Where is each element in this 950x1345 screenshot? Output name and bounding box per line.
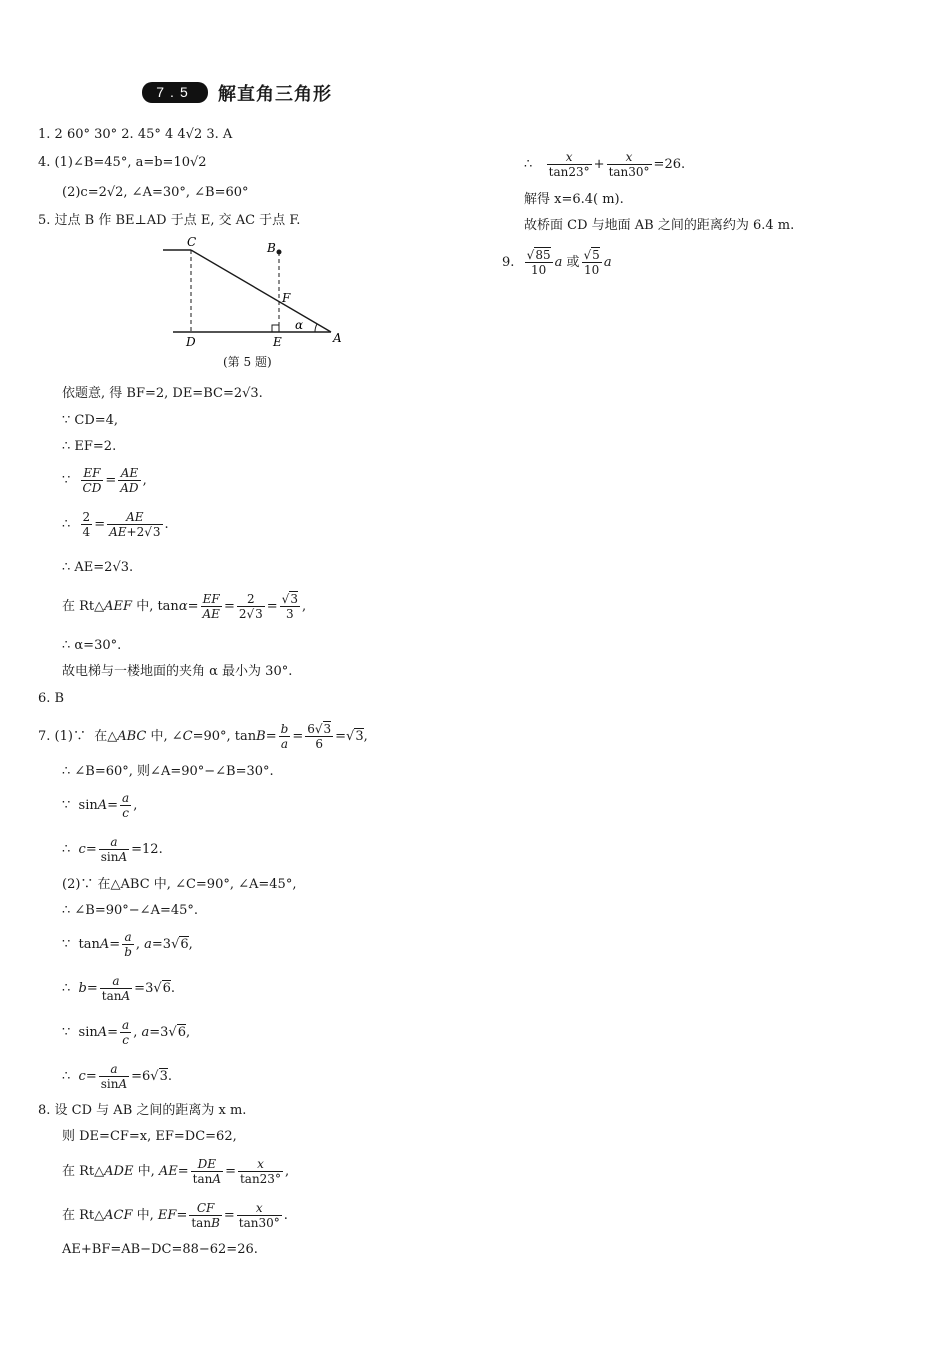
answer-line-1: 1. 2 60° 30° 2. 45° 4 4√2 3. A: [38, 127, 233, 142]
answer-line-8-6: ∴ $\frac{x}{\tan 23^\circ}$ + $\frac{x}{\tan 30^\circ}$ =26.: [524, 150, 686, 179]
label-b: B: [267, 241, 276, 255]
answer-line-5-c: ∴ EF=2.: [62, 439, 117, 454]
answer-line-7-9: ∵ sinA= $\frac{a}{c}$ , a=3√6,: [62, 1018, 191, 1047]
answer-line-8-4: 在 Rt△ACF 中, EF= $\frac{CF}{\tan B}$ = $\frac{x}{\tan 30^\circ}$ .: [62, 1201, 288, 1230]
answer-line-9: 9. $\frac{√85}{10}$ a 或 $\frac{√5}{10}$ a: [502, 248, 612, 277]
answer-line-7-4: ∴ c= $\frac{a}{\sin A}$ =12.: [62, 835, 163, 864]
answer-line-7-7: ∵ tanA= $\frac{a}{b}$ , a=3√6,: [62, 930, 193, 959]
label-alpha: α: [295, 318, 304, 332]
answer-line-7-3: ∵ sinA= $\frac{a}{c}$ ,: [62, 791, 138, 820]
answer-line-6: 6. B: [38, 691, 65, 706]
figure-5: [155, 232, 355, 372]
answer-line-8-7: 解得 x=6.4( m).: [524, 192, 624, 207]
label-d: D: [186, 335, 196, 349]
section-badge: 7.5: [142, 82, 208, 103]
answer-line-7-10: ∴ c= $\frac{a}{\sin A}$ =6√3.: [62, 1062, 173, 1091]
answer-line-8-5: AE+BF=AB−DC=88−62=26.: [62, 1242, 258, 1257]
answer-line-8-1: 8. 设 CD 与 AB 之间的距离为 x m.: [38, 1103, 247, 1118]
label-c: C: [187, 235, 197, 249]
answer-line-5-e: ∴ $\frac{2}{4}$ = $\frac{AE}{AE+2√3}$ .: [62, 510, 169, 539]
answer-line-8-3: 在 Rt△ADE 中, AE= $\frac{DE}{\tan A}$ = $\frac{x}{\tan 23^\circ}$ ,: [62, 1157, 290, 1186]
answer-line-5: 5. 过点 B 作 BE⊥AD 于点 E, 交 AC 于点 F.: [38, 213, 301, 228]
answer-line-5-i: 故电梯与一楼地面的夹角 α 最小为 30°.: [62, 664, 293, 679]
answer-line-8-2: 则 DE=CF=x, EF=DC=62,: [62, 1129, 237, 1144]
figure-caption: (第 5 题): [223, 355, 272, 369]
label-a: A: [333, 331, 342, 345]
right-angle-mark: [272, 325, 279, 332]
answer-line-8-8: 故桥面 CD 与地面 AB 之间的距离约为 6.4 m.: [524, 218, 795, 233]
label-e: E: [273, 335, 282, 349]
answer-line-5-g: 在 Rt△AEF 中, tanα= $\frac{EF}{AE}$ = $\frac{2}{2√3}$ = $\frac{√3}{3}$ ,: [62, 592, 307, 621]
answer-line-5-f: ∴ AE=2√3.: [62, 560, 134, 575]
label-f: F: [282, 291, 291, 305]
answer-line-5-d: ∵ $\frac{EF}{CD}$ = $\frac{AE}{AD}$ ,: [62, 466, 147, 495]
line-ca: [191, 250, 331, 332]
point-b: [277, 250, 282, 255]
answer-line-7-8: ∴ b= $\frac{a}{\tan A}$ =3√6.: [62, 974, 176, 1003]
answer-line-5-b: ∵ CD=4,: [62, 413, 119, 428]
answer-line-7-5: (2)∵ 在△ABC 中, ∠C=90°, ∠A=45°,: [62, 877, 297, 892]
answer-line-5-h: ∴ α=30°.: [62, 638, 122, 653]
answer-line-7-6: ∴ ∠B=90°−∠A=45°.: [62, 903, 199, 918]
answer-line-7-1: 7. (1)∵ 在△ABC 中, ∠C=90°, tanB= $\frac{b}{a}$ = $\frac{6√3}{6}$ =√3,: [38, 722, 368, 751]
answer-line-4-1: 4. (1)∠B=45°, a=b=10√2: [38, 155, 207, 170]
answer-line-7-2: ∴ ∠B=60°, 则∠A=90°−∠B=30°.: [62, 764, 274, 779]
answer-line-4-2: (2)c=2√2, ∠A=30°, ∠B=60°: [62, 185, 249, 200]
section-title: 解直角三角形: [218, 84, 332, 104]
angle-arc: [315, 324, 317, 332]
answer-line-5-a: 依题意, 得 BF=2, DE=BC=2√3.: [62, 386, 263, 401]
